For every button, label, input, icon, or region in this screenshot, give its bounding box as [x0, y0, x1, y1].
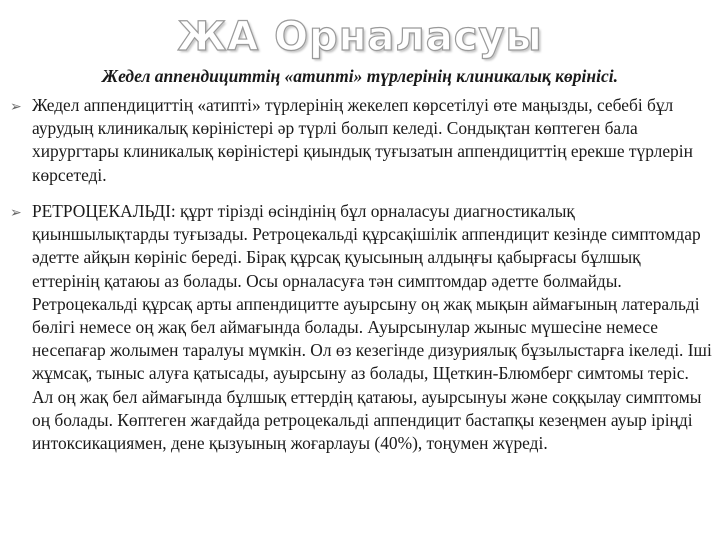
arrow-bullet-icon: ➢: [10, 99, 22, 115]
bullet-item: [10, 94, 712, 187]
slide-subtitle: Жедел аппендициттің «атипті» түрлерінің клиникалық көрінісі.: [102, 66, 618, 86]
bullet-text: РЕТРОЦЕКАЛЬДІ: құрт тірізді өсіндінің бұл орналасуы диагностикалық қиыншылықтарды туғызады. Ретроцекальді құрсақішілік аппендицит кезінде симптомдар әдетте айқын көрініс береді. Бірақ құрсақ қуысының алдыңғы қабырғасы бұлшық еттерінің қатаюы аз болады. Осы орналасуға тән симптомдар әдетте болмайды. Ретроцекальді құрсақ арты аппендицитте ауырсыну оң жақ мықын аймағының латеральді бөлігі немесе оң жақ бел аймағында болады. Ауырсынулар жыныс мүшесіне немесе несепағар жолымен таралуы мүмкін. Ол өз кезегінде дизуриялық бұзылыстарға ікеледі. Іші жұмсақ, тыныс алуға қатысады, ауырсыну аз болады, Щеткин-Блюмберг симтомы теріс. Ал оң жақ бел аймағында бұлшық еттердің қатаюы, ауырсынуы және соққылау симптомы оң болады. Көптеген жағдайда ретроцекальді аппендицит бастапқы кезеңмен ауыр іріңді интоксикациямен, дене қызуының жоғарлауы (40%), тоңумен жүреді.: [32, 201, 712, 454]
bullet-text: Жедел аппендициттің «атипті» түрлерінің жекелеп көрсетілуі өте маңызды, себебі бұл аурудың клиникалық көріністері әр түрлі болып келеді. Сондықтан көптеген бала хирургтары клиникалық көріністері қиындық туғызатын аппендициттің ерекше түрлерін көрсетеді.: [32, 95, 693, 185]
bullet-item: [10, 200, 712, 455]
arrow-bullet-icon: ➢: [10, 205, 22, 221]
slide-title: ЖА Орналасуы: [177, 14, 543, 60]
